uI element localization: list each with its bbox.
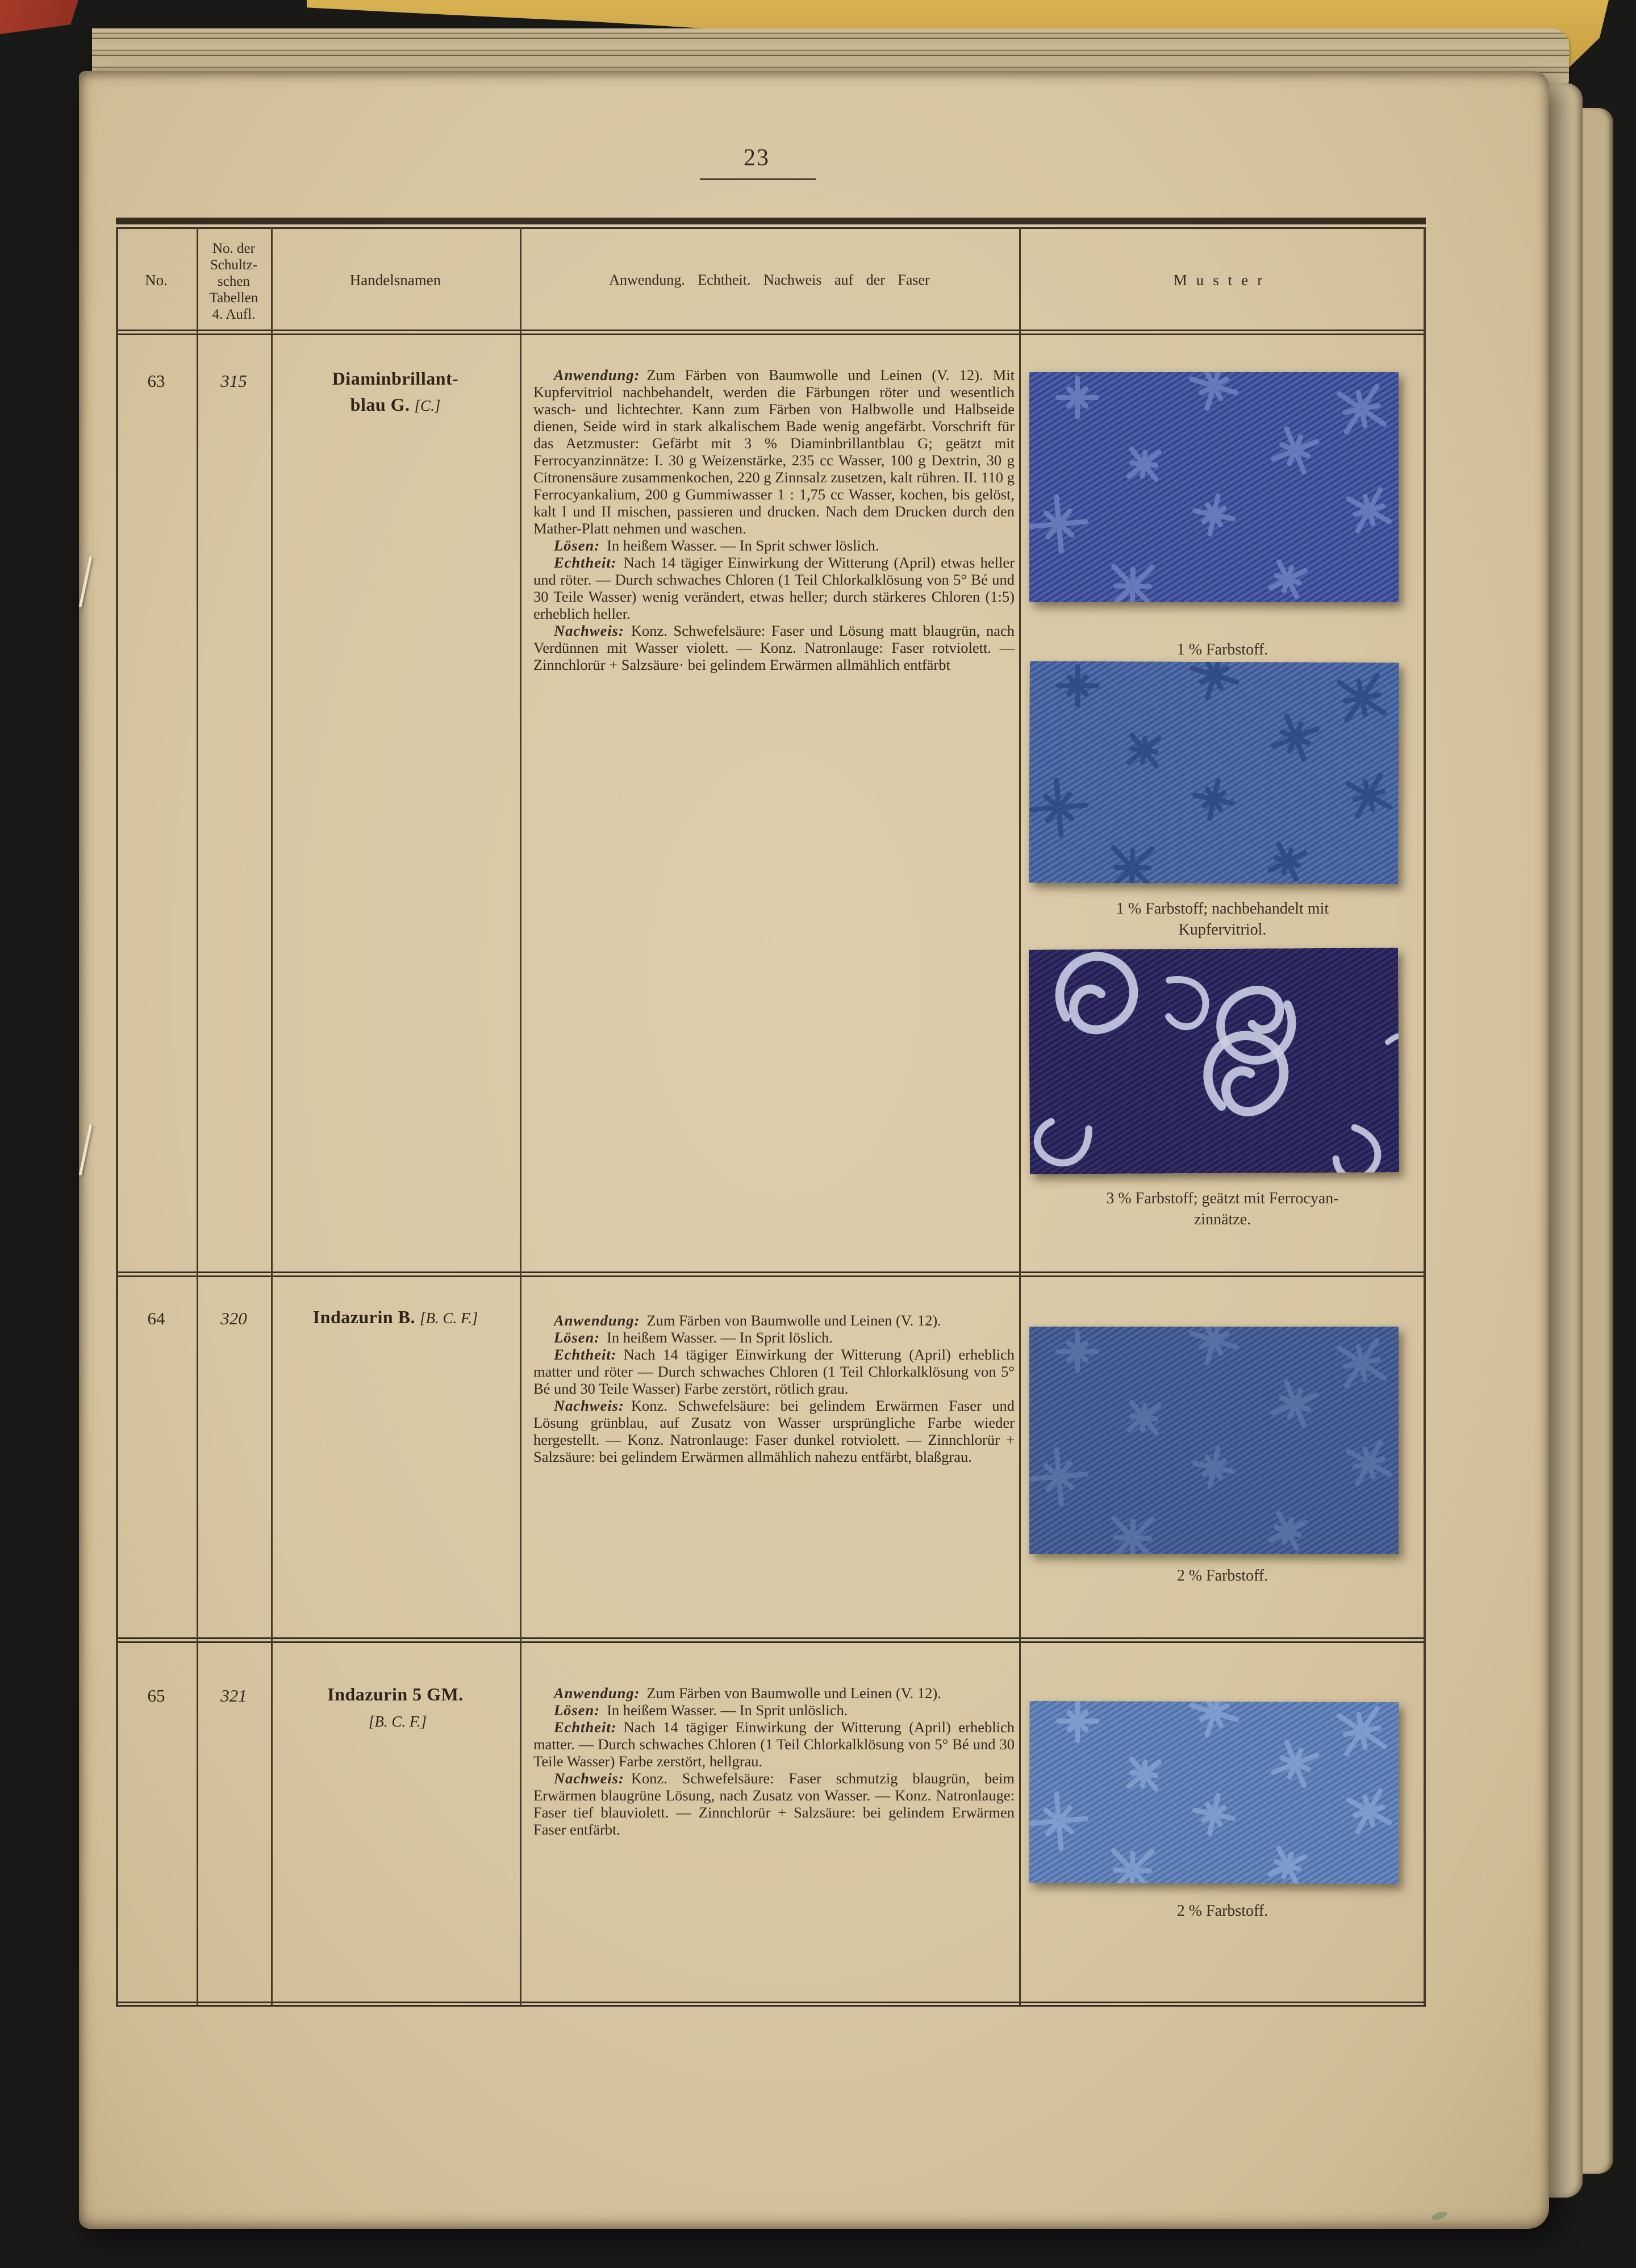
dye-table — [116, 218, 1426, 2007]
fabric-swatch — [1029, 661, 1399, 885]
ink-smudge — [1431, 2210, 1448, 2221]
rule — [116, 1275, 1426, 1277]
swatch-caption: 3 % Farbstoff; geätzt mit Ferrocyan- zinnätze. — [1106, 1190, 1339, 1228]
page-number: 23 — [744, 145, 770, 171]
rule — [116, 1637, 1426, 1639]
header-handelsnamen: Handelsnamen — [349, 272, 441, 289]
table-border-left — [116, 227, 118, 2005]
rule — [116, 1641, 1426, 1643]
swatch-caption: 2 % Farbstoff. — [1176, 1567, 1268, 1585]
schultz-number: 321 — [220, 1686, 247, 1706]
rule — [116, 2002, 1426, 2003]
table-top-bar — [116, 218, 1426, 224]
table-border-right — [1424, 227, 1426, 2005]
binding-stitch — [84, 556, 103, 608]
trade-name: Diaminbrillant- blau G. [C.] — [332, 368, 459, 415]
schultz-number: 320 — [220, 1308, 247, 1328]
description-text: Anwendung: Zum Färben von Baumwolle und Leinen (V. 12). Lösen: In heißem Wasser. — In Sprit unlöslich. Echtheit: Nach 14 tägiger Einwirkung der Witterung (April) erheblich matter. — Durch schwaches Chloren (1 Teil Chlorkalklösung von 5° Bé und 30 Teile Wasser) Farbe zerstört, hellgrau. Nachweis: Konz. Schwefelsäure: Faser schmutzig blaugrün, beim Erwärmen blaugrüne Lösung, nach Zusatz von Wasser. — Konz. Natronlauge: Faser tief blauviolett. — Zinnchlorür + Salzsäure: bei gelindem Erwärmen Faser entfärbt. — [533, 1685, 1015, 1838]
binding-stitch — [84, 1124, 103, 1176]
swatch-caption: 1 % Farbstoff. — [1176, 641, 1268, 658]
page-stack-right-edge — [1546, 83, 1583, 2198]
column-divider — [520, 227, 521, 2005]
row-number: 64 — [147, 1308, 165, 1328]
header-schultz: No. der Schultz- schen Tabellen 4. Aufl. — [209, 241, 258, 322]
schultz-number: 315 — [220, 371, 247, 391]
swatch-caption: 2 % Farbstoff. — [1176, 1902, 1268, 1920]
header-anwendung: Anwendung. Echtheit. Nachweis auf der Faser — [609, 272, 930, 288]
page-number-rule — [700, 178, 816, 180]
rule — [116, 2005, 1426, 2007]
column-divider — [1019, 227, 1021, 2005]
rule — [116, 227, 1426, 229]
fabric-swatch — [1029, 372, 1399, 602]
fabric-swatch — [1029, 1701, 1399, 1884]
rule — [116, 333, 1426, 335]
header-muster: Muster — [1173, 272, 1272, 289]
column-divider — [271, 227, 273, 2005]
rule — [116, 330, 1426, 331]
header-no: No. — [145, 272, 168, 289]
trade-name: Indazurin 5 GM. [B. C. F.] — [327, 1684, 464, 1730]
rule — [116, 1271, 1426, 1273]
trade-name: Indazurin B. [B. C. F.] — [312, 1307, 478, 1327]
fabric-swatch — [1029, 1327, 1399, 1554]
page-stack-right-edge-2 — [1583, 108, 1613, 2174]
red-cover-scrap — [0, 0, 78, 34]
catalog-page — [80, 72, 1549, 2228]
fabric-swatch — [1029, 948, 1399, 1174]
description-text: Anwendung: Zum Färben von Baumwolle und Leinen (V. 12). Mit Kupfervitriol nachbehandelt, werden die Färbungen röter und wesentlich wasch- und lichtechter. Kann zum Färben von Halbwolle und Halbseide dienen, Seide wird in stark alkalischem Bade wenig angefärbt. Vorschrift für das Aetzmuster: Gefärbt mit 3 % Diaminbrillantblau G; geätzt mit Ferrocyanzinnätze: I. 30 g Weizenstärke, 235 cc Wasser, 100 g Dextrin, 30 g Citronensäure zusammenkochen, 220 g Zinnsalz zusetzen, kalt rühren. II. 110 g Ferrocyankalium, 200 g Gummiwasser 1 : 1,75 cc Wasser, kochen, bis gelöst, kalt I und II mischen, passieren und drucken. Nach dem Drucken durch den Mather-Platt nehmen und waschen. Lösen: In heißem Wasser. — In Sprit schwer löslich. Echtheit: Nach 14 tägiger Einwirkung der Witterung (April) etwas heller und röter. — Durch schwaches Chloren (1 Teil Chlorkalklösung von 5° Bé und 30 Teile Wasser) wenig verändert, etwas heller; durch stärkeres Chloren (1:5) erheblich heller. Nachweis: Konz. Schwefelsäure: Faser und Lösung matt blaugrün, nach Verdünnen mit Wasser violett. — Konz. Natronlauge: Faser rotviolett. — Zinnchlorür + Salzsäure· bei gelindem Erwärmen allmählich entfärbt — [533, 366, 1015, 673]
swatch-caption: 1 % Farbstoff; nachbehandelt mit Kupfervitriol. — [1116, 900, 1329, 939]
column-divider — [197, 227, 198, 2005]
row-number: 65 — [147, 1686, 165, 1706]
row-number: 63 — [147, 371, 165, 391]
description-text: Anwendung: Zum Färben von Baumwolle und Leinen (V. 12). Lösen: In heißem Wasser. — In Sprit löslich. Echtheit: Nach 14 tägiger Einwirkung der Witterung (April) erheblich matter und röter — Durch schwaches Chloren (1 Teil Chlorkalklösung von 5° Bé und 30 Teile Wasser) Farbe zerstört, rötlich grau. Nachweis: Konz. Schwefelsäure: bei gelindem Erwärmen Faser und Lösung grünblau, auf Zusatz von Wasser ursprüngliche Farbe wieder hergestellt. — Konz. Natronlauge: Faser dunkel rotviolett. — Zinnchlorür + Salzsäure: bei gelindem Erwärmen allmählich nahezu entfärbt, blaßgrau. — [533, 1312, 1015, 1465]
